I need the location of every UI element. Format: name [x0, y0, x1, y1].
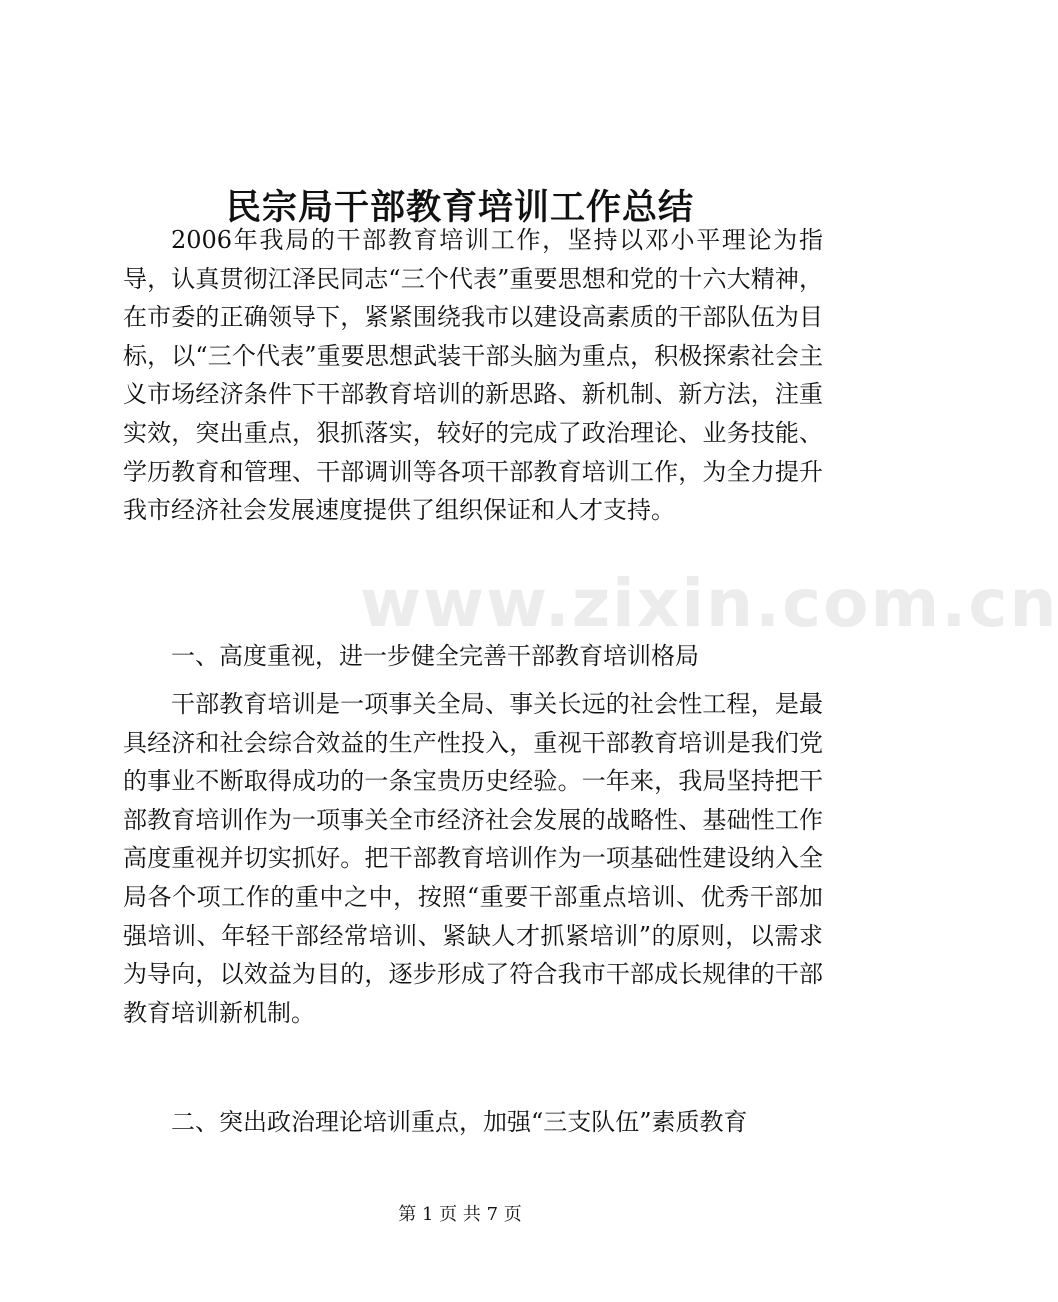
paragraph-section-1: 干部教育培训是一项事关全局、事关长远的社会性工程，是最具经济和社会综合效益的生产性投入，重视干部教育培训是我们党的事业不断取得成功的一条宝贵历史经验。一年来，我局坚持把干部教育培训作为一项事关全市经济社会发展的战略性、基础性工作高度重视并切实抓好。把干部教育培训作为一项基础性建设纳入全局各个项工作的重中之中，按照“重要干部重点培训、优秀干部加强培训、年轻干部经常培训、紧缺人才抓紧培训”的原则，以需求为导向，以效益为目的，逐步形成了符合我市干部成长规律的干部教育培训新机制。 — [123, 690, 823, 1027]
page-number-footer: 第 1 页 共 7 页 — [398, 1204, 522, 1225]
watermark: www.zixin.com.cn — [360, 565, 1058, 642]
document-title: 民宗局干部教育培训工作总结 — [225, 187, 694, 229]
paragraph-intro: 2006年我局的干部教育培训工作，坚持以邓小平理论为指导，认真贯彻江泽民同志“三个代表”重要思想和党的十六大精神，在市委的正确领导下，紧紧围绕我市以建设高素质的干部队伍为目标，以“三个代表”重要思想武装干部头脑为重点，积极探索社会主义市场经济条件下干部教育培训的新思路、新机制、新方法，注重实效，突出重点，狠抓落实，较好的完成了政治理论、业务技能、学历教育和管理、干部调训等各项干部教育培训工作，为全力提升我市经济社会发展速度提供了组织保证和人才支持。 — [123, 226, 823, 525]
section-heading-2: 二、突出政治理论培训重点，加强“三支队伍”素质教育 — [171, 1108, 748, 1136]
section-heading-1: 一、高度重视，进一步健全完善干部教育培训格局 — [171, 642, 699, 670]
